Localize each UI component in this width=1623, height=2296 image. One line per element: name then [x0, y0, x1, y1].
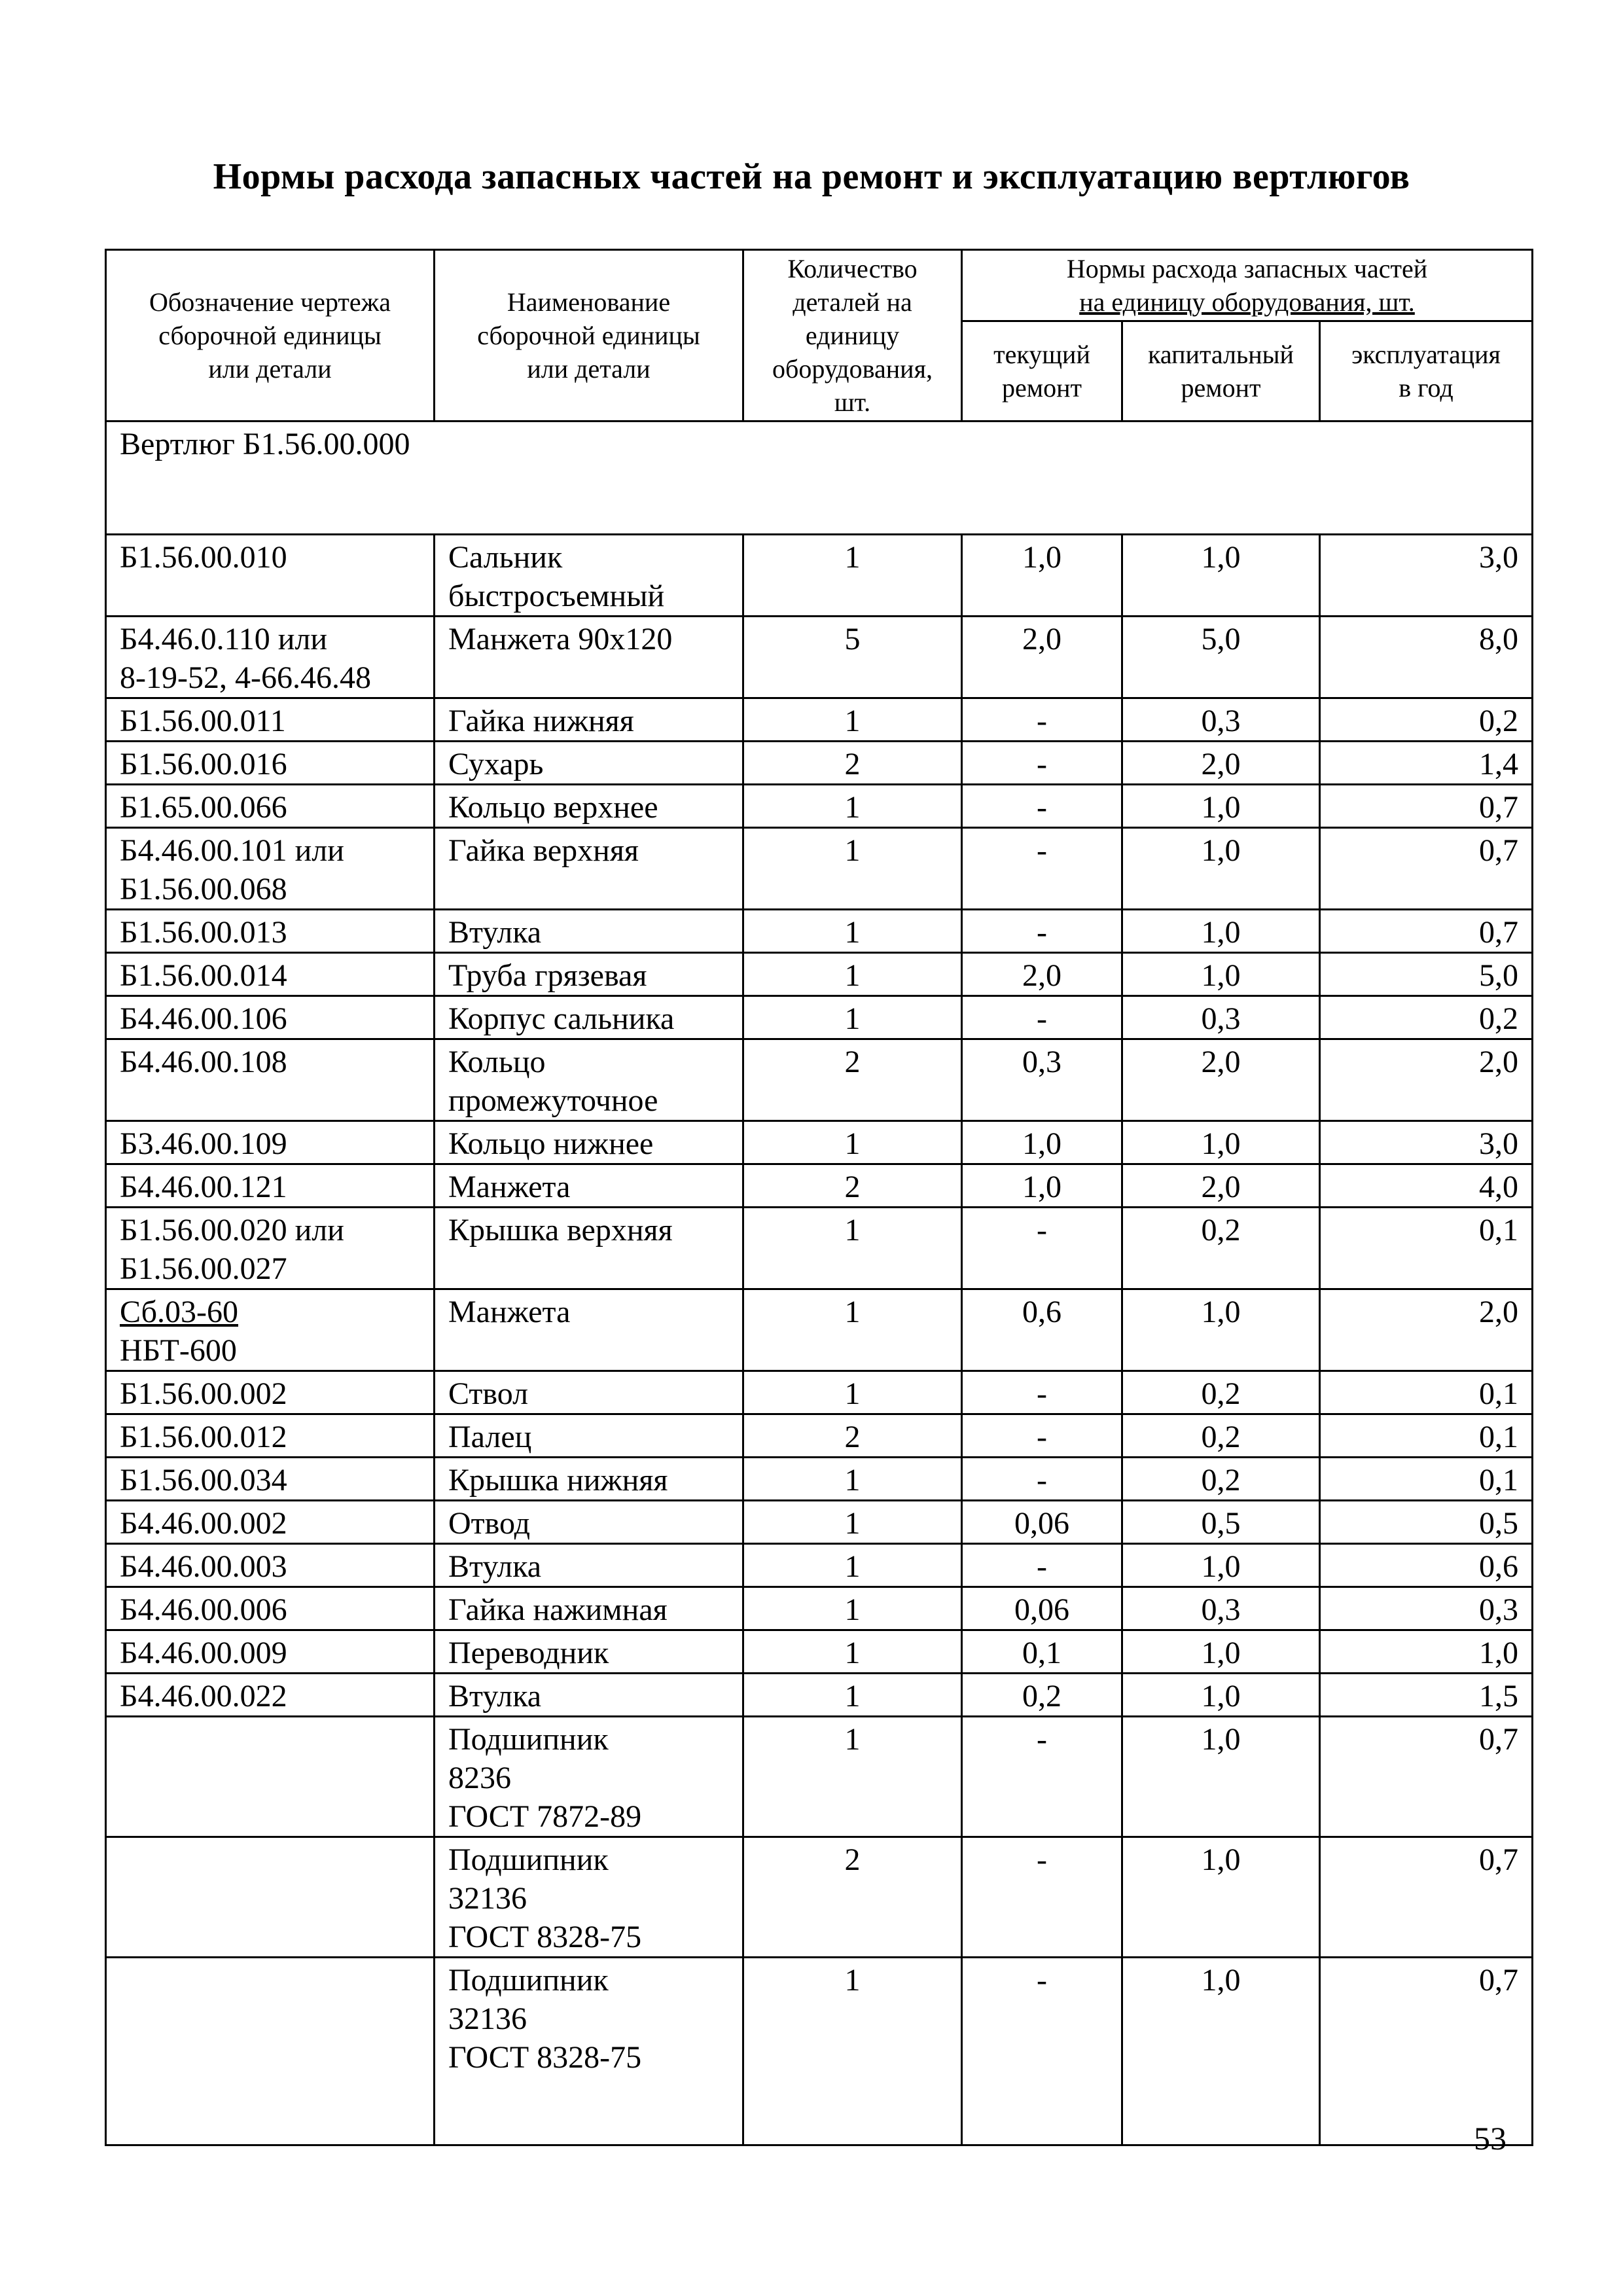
header-line: ремонт	[1002, 373, 1082, 403]
cell-capital-repair: 1,0	[1122, 1289, 1320, 1371]
cell-capital-repair: 1,0	[1122, 953, 1320, 996]
header-current-repair	[962, 321, 1122, 422]
cell-item-name	[435, 785, 743, 828]
cell-quantity: 1	[743, 1289, 962, 1371]
cell-quantity: 1	[743, 828, 962, 910]
name-line: ГОСТ 8328-75	[448, 2040, 642, 2075]
table-row	[106, 953, 1533, 996]
cell-drawing-code	[106, 1837, 435, 1958]
cell-quantity: 1	[743, 1208, 962, 1289]
cell-current-repair: 0,2	[962, 1674, 1122, 1717]
header-line: ремонт	[1181, 373, 1261, 403]
cell-drawing-code	[106, 1674, 435, 1717]
cell-annual-operation: 2,0	[1320, 1039, 1533, 1121]
cell-quantity: 1	[743, 785, 962, 828]
code-line: Б1.56.00.016	[120, 747, 287, 781]
cell-capital-repair: 1,0	[1122, 1544, 1320, 1587]
cell-annual-operation: 3,0	[1320, 1121, 1533, 1164]
cell-item-name	[435, 1414, 743, 1458]
table-row	[106, 617, 1533, 698]
name-line: Ствол	[448, 1376, 529, 1411]
cell-capital-repair: 2,0	[1122, 1164, 1320, 1208]
code-line: Б1.56.00.034	[120, 1463, 287, 1498]
table-row	[106, 1121, 1533, 1164]
cell-annual-operation: 0,7	[1320, 785, 1533, 828]
cell-quantity: 1	[743, 1717, 962, 1837]
cell-drawing-code	[106, 698, 435, 742]
code-line: Б4.46.00.106	[120, 1001, 287, 1036]
cell-drawing-code	[106, 1717, 435, 1837]
cell-annual-operation: 0,7	[1320, 828, 1533, 910]
cell-annual-operation: 8,0	[1320, 617, 1533, 698]
cell-capital-repair: 1,0	[1122, 785, 1320, 828]
cell-quantity: 1	[743, 1501, 962, 1544]
cell-annual-operation: 0,2	[1320, 996, 1533, 1039]
cell-capital-repair: 1,0	[1122, 535, 1320, 617]
code-line: Б4.46.00.002	[120, 1506, 287, 1541]
cell-drawing-code	[106, 1371, 435, 1414]
name-line: Кольцо нижнее	[448, 1126, 654, 1161]
cell-item-name	[435, 1630, 743, 1674]
header-capital-repair	[1122, 321, 1320, 422]
table-row	[106, 1208, 1533, 1289]
cell-drawing-code	[106, 1458, 435, 1501]
cell-capital-repair: 0,2	[1122, 1208, 1320, 1289]
table-row	[106, 785, 1533, 828]
table-row	[106, 1587, 1533, 1630]
code-line: Б4.46.00.108	[120, 1045, 287, 1079]
table-row	[106, 698, 1533, 742]
cell-annual-operation: 3,0	[1320, 535, 1533, 617]
code-line: Б4.46.00.003	[120, 1549, 287, 1584]
cell-drawing-code	[106, 742, 435, 785]
cell-item-name	[435, 535, 743, 617]
name-line: Подшипник	[448, 1722, 609, 1757]
cell-item-name	[435, 1587, 743, 1630]
name-line: Кольцо	[448, 1045, 546, 1079]
cell-item-name	[435, 698, 743, 742]
table-row	[106, 1630, 1533, 1674]
cell-drawing-code	[106, 996, 435, 1039]
name-line: ГОСТ 7872-89	[448, 1799, 642, 1834]
cell-item-name	[435, 1039, 743, 1121]
table-row	[106, 1414, 1533, 1458]
table-row	[106, 1837, 1533, 1958]
cell-drawing-code	[106, 1121, 435, 1164]
cell-current-repair: 0,06	[962, 1587, 1122, 1630]
cell-annual-operation: 0,1	[1320, 1208, 1533, 1289]
cell-capital-repair: 1,0	[1122, 1121, 1320, 1164]
code-line: Б1.56.00.013	[120, 915, 287, 950]
header-line: сборочной единицы	[158, 321, 382, 350]
header-drawing-code	[106, 250, 435, 422]
cell-annual-operation: 1,0	[1320, 1630, 1533, 1674]
cell-quantity: 1	[743, 996, 962, 1039]
cell-drawing-code	[106, 1958, 435, 2145]
cell-item-name	[435, 953, 743, 996]
cell-drawing-code	[106, 785, 435, 828]
name-line: Кольцо верхнее	[448, 790, 658, 825]
code-line: Б4.46.00.121	[120, 1170, 287, 1204]
cell-item-name	[435, 910, 743, 953]
code-line: 8-19-52, 4-66.46.48	[120, 660, 371, 695]
name-line: Подшипник	[448, 1842, 609, 1877]
name-line: Втулка	[448, 915, 542, 950]
cell-capital-repair: 2,0	[1122, 742, 1320, 785]
code-line: Б1.56.00.014	[120, 958, 287, 993]
code-line: Б1.56.00.027	[120, 1251, 287, 1286]
cell-capital-repair: 0,5	[1122, 1501, 1320, 1544]
header-line: капитальный	[1148, 340, 1294, 369]
code-line: Б1.56.00.068	[120, 872, 287, 906]
table-row	[106, 535, 1533, 617]
cell-drawing-code	[106, 1289, 435, 1371]
cell-annual-operation: 0,1	[1320, 1458, 1533, 1501]
table-row	[106, 828, 1533, 910]
header-line: или детали	[527, 354, 651, 384]
cell-current-repair: -	[962, 1458, 1122, 1501]
cell-annual-operation: 0,5	[1320, 1501, 1533, 1544]
cell-capital-repair: 0,3	[1122, 698, 1320, 742]
header-line: или детали	[208, 354, 332, 384]
cell-drawing-code	[106, 1501, 435, 1544]
cell-item-name	[435, 617, 743, 698]
name-line: 8236	[448, 1761, 511, 1795]
cell-quantity: 1	[743, 535, 962, 617]
cell-quantity: 1	[743, 1674, 962, 1717]
header-line: оборудования,	[772, 354, 933, 384]
name-line: Манжета	[448, 1170, 571, 1204]
cell-drawing-code	[106, 617, 435, 698]
name-line: промежуточное	[448, 1083, 658, 1118]
header-consumption-norms	[962, 250, 1533, 321]
cell-capital-repair: 0,2	[1122, 1371, 1320, 1414]
cell-item-name	[435, 1164, 743, 1208]
cell-quantity: 1	[743, 1458, 962, 1501]
header-line: деталей на	[793, 287, 912, 317]
name-line: 32136	[448, 1881, 527, 1916]
cell-item-name	[435, 996, 743, 1039]
cell-capital-repair: 1,0	[1122, 1837, 1320, 1958]
table-row	[106, 1958, 1533, 2145]
name-line: Крышка верхняя	[448, 1213, 673, 1247]
header-line: Нормы расхода запасных частей	[1066, 254, 1428, 283]
cell-item-name	[435, 1458, 743, 1501]
code-line: Б4.46.00.022	[120, 1679, 287, 1713]
header-line: Наименование	[507, 287, 671, 317]
cell-capital-repair: 0,2	[1122, 1414, 1320, 1458]
header-line: текущий	[993, 340, 1090, 369]
cell-annual-operation: 0,1	[1320, 1414, 1533, 1458]
cell-current-repair: -	[962, 996, 1122, 1039]
name-line: Гайка нажимная	[448, 1592, 668, 1627]
header-line: Количество	[787, 254, 918, 283]
code-line: Б1.56.00.002	[120, 1376, 287, 1411]
name-line: Манжета 90х120	[448, 622, 673, 656]
cell-annual-operation: 1,5	[1320, 1674, 1533, 1717]
header-line: единицу	[805, 321, 900, 350]
cell-current-repair: 1,0	[962, 1121, 1122, 1164]
cell-annual-operation: 4,0	[1320, 1164, 1533, 1208]
cell-current-repair: 1,0	[962, 535, 1122, 617]
header-item-name	[435, 250, 743, 422]
cell-annual-operation: 0,3	[1320, 1587, 1533, 1630]
table-row	[106, 996, 1533, 1039]
name-line: ГОСТ 8328-75	[448, 1920, 642, 1954]
cell-quantity: 1	[743, 1630, 962, 1674]
cell-annual-operation: 0,2	[1320, 698, 1533, 742]
cell-current-repair: -	[962, 910, 1122, 953]
name-line: Сухарь	[448, 747, 544, 781]
cell-drawing-code	[106, 1164, 435, 1208]
table-row	[106, 1674, 1533, 1717]
header-line: шт.	[834, 387, 871, 417]
name-line: Гайка верхняя	[448, 833, 639, 868]
cell-annual-operation: 1,4	[1320, 742, 1533, 785]
name-line: Палец	[448, 1420, 532, 1454]
cell-quantity: 2	[743, 742, 962, 785]
cell-drawing-code	[106, 1587, 435, 1630]
header-line: эксплуатация	[1351, 340, 1501, 369]
cell-current-repair: -	[962, 1958, 1122, 2145]
cell-drawing-code	[106, 1039, 435, 1121]
header-line: сборочной единицы	[477, 321, 700, 350]
table-row	[106, 1371, 1533, 1414]
code-line: Б1.65.00.066	[120, 790, 287, 825]
cell-capital-repair: 1,0	[1122, 1717, 1320, 1837]
cell-current-repair: -	[962, 1208, 1122, 1289]
cell-quantity: 2	[743, 1837, 962, 1958]
section-title: Вертлюг Б1.56.00.000	[106, 422, 1533, 535]
cell-current-repair: -	[962, 698, 1122, 742]
header-annual-operation	[1320, 321, 1533, 422]
page-title: Нормы расхода запасных частей на ремонт и эксплуатацию вертлюгов	[213, 156, 1410, 197]
cell-capital-repair: 1,0	[1122, 910, 1320, 953]
cell-capital-repair: 1,0	[1122, 1630, 1320, 1674]
code-line: Б1.56.00.020 или	[120, 1213, 344, 1247]
cell-item-name	[435, 1958, 743, 2145]
page-number: 53	[1474, 2120, 1507, 2157]
name-line: быстросъемный	[448, 579, 665, 613]
cell-item-name	[435, 1674, 743, 1717]
table-row	[106, 1289, 1533, 1371]
table-row	[106, 742, 1533, 785]
cell-quantity: 1	[743, 698, 962, 742]
cell-item-name	[435, 1544, 743, 1587]
cell-annual-operation: 0,7	[1320, 1958, 1533, 2145]
cell-capital-repair: 1,0	[1122, 1674, 1320, 1717]
cell-drawing-code	[106, 828, 435, 910]
table-row	[106, 1164, 1533, 1208]
cell-quantity: 1	[743, 953, 962, 996]
table-row	[106, 1544, 1533, 1587]
cell-quantity: 1	[743, 1958, 962, 2145]
cell-current-repair: 2,0	[962, 953, 1122, 996]
header-line: в год	[1399, 373, 1454, 403]
cell-item-name	[435, 1837, 743, 1958]
code-line: Б1.56.00.012	[120, 1420, 287, 1454]
table-row	[106, 910, 1533, 953]
table-row	[106, 1717, 1533, 1837]
cell-current-repair: -	[962, 742, 1122, 785]
cell-capital-repair: 2,0	[1122, 1039, 1320, 1121]
cell-capital-repair: 0,2	[1122, 1458, 1320, 1501]
cell-drawing-code	[106, 910, 435, 953]
table-row	[106, 1501, 1533, 1544]
cell-current-repair: -	[962, 1414, 1122, 1458]
spare-parts-table	[105, 249, 1533, 2146]
cell-quantity: 2	[743, 1039, 962, 1121]
name-line: Корпус сальника	[448, 1001, 675, 1036]
cell-annual-operation: 0,7	[1320, 1837, 1533, 1958]
cell-current-repair: -	[962, 1837, 1122, 1958]
cell-current-repair: -	[962, 828, 1122, 910]
cell-capital-repair: 0,3	[1122, 996, 1320, 1039]
name-line: Переводник	[448, 1636, 609, 1670]
cell-current-repair: -	[962, 1717, 1122, 1837]
name-line: Втулка	[448, 1679, 542, 1713]
code-line: Б1.56.00.010	[120, 540, 287, 575]
cell-item-name	[435, 1717, 743, 1837]
cell-quantity: 1	[743, 1544, 962, 1587]
cell-annual-operation: 5,0	[1320, 953, 1533, 996]
cell-item-name	[435, 1371, 743, 1414]
cell-capital-repair: 5,0	[1122, 617, 1320, 698]
cell-drawing-code	[106, 1208, 435, 1289]
name-line: Втулка	[448, 1549, 542, 1584]
code-line: Б4.46.00.006	[120, 1592, 287, 1627]
cell-current-repair: 0,06	[962, 1501, 1122, 1544]
header-line: на единицу оборудования, шт.	[1079, 287, 1415, 317]
name-line: Отвод	[448, 1506, 531, 1541]
cell-item-name	[435, 1289, 743, 1371]
cell-drawing-code	[106, 535, 435, 617]
cell-current-repair: -	[962, 1544, 1122, 1587]
cell-drawing-code	[106, 1414, 435, 1458]
code-line: Б1.56.00.011	[120, 704, 286, 738]
code-line: Б4.46.00.009	[120, 1636, 287, 1670]
cell-quantity: 1	[743, 1587, 962, 1630]
cell-quantity: 2	[743, 1164, 962, 1208]
cell-current-repair: -	[962, 1371, 1122, 1414]
cell-annual-operation: 0,7	[1320, 910, 1533, 953]
cell-capital-repair: 1,0	[1122, 828, 1320, 910]
cell-item-name	[435, 1501, 743, 1544]
cell-current-repair: 2,0	[962, 617, 1122, 698]
table-row	[106, 1458, 1533, 1501]
cell-drawing-code	[106, 953, 435, 996]
name-line: Гайка нижняя	[448, 704, 634, 738]
cell-current-repair: 0,6	[962, 1289, 1122, 1371]
cell-annual-operation: 2,0	[1320, 1289, 1533, 1371]
header-line: Обозначение чертежа	[149, 287, 391, 317]
name-line: Подшипник	[448, 1963, 609, 1998]
cell-item-name	[435, 828, 743, 910]
cell-drawing-code	[106, 1630, 435, 1674]
code-line: Б4.46.0.110 или	[120, 622, 328, 656]
cell-drawing-code	[106, 1544, 435, 1587]
cell-annual-operation: 0,1	[1320, 1371, 1533, 1414]
cell-item-name	[435, 1208, 743, 1289]
cell-current-repair: 0,1	[962, 1630, 1122, 1674]
cell-quantity: 1	[743, 910, 962, 953]
cell-quantity: 1	[743, 1371, 962, 1414]
cell-capital-repair: 0,3	[1122, 1587, 1320, 1630]
code-line: НБТ-600	[120, 1333, 237, 1368]
cell-quantity: 1	[743, 1121, 962, 1164]
cell-current-repair: 0,3	[962, 1039, 1122, 1121]
header-quantity	[743, 250, 962, 422]
name-line: Сальник	[448, 540, 563, 575]
cell-current-repair: -	[962, 785, 1122, 828]
name-line: Крышка нижняя	[448, 1463, 668, 1498]
cell-item-name	[435, 1121, 743, 1164]
code-line: Б3.46.00.109	[120, 1126, 287, 1161]
cell-capital-repair: 1,0	[1122, 1958, 1320, 2145]
code-line: Б4.46.00.101 или	[120, 833, 344, 868]
code-line: Сб.03-60	[120, 1295, 239, 1329]
cell-annual-operation: 0,6	[1320, 1544, 1533, 1587]
name-line: 32136	[448, 2001, 527, 2036]
cell-item-name	[435, 742, 743, 785]
cell-current-repair: 1,0	[962, 1164, 1122, 1208]
cell-quantity: 2	[743, 1414, 962, 1458]
cell-annual-operation: 0,7	[1320, 1717, 1533, 1837]
cell-quantity: 5	[743, 617, 962, 698]
table-row	[106, 1039, 1533, 1121]
name-line: Труба грязевая	[448, 958, 647, 993]
name-line: Манжета	[448, 1295, 571, 1329]
